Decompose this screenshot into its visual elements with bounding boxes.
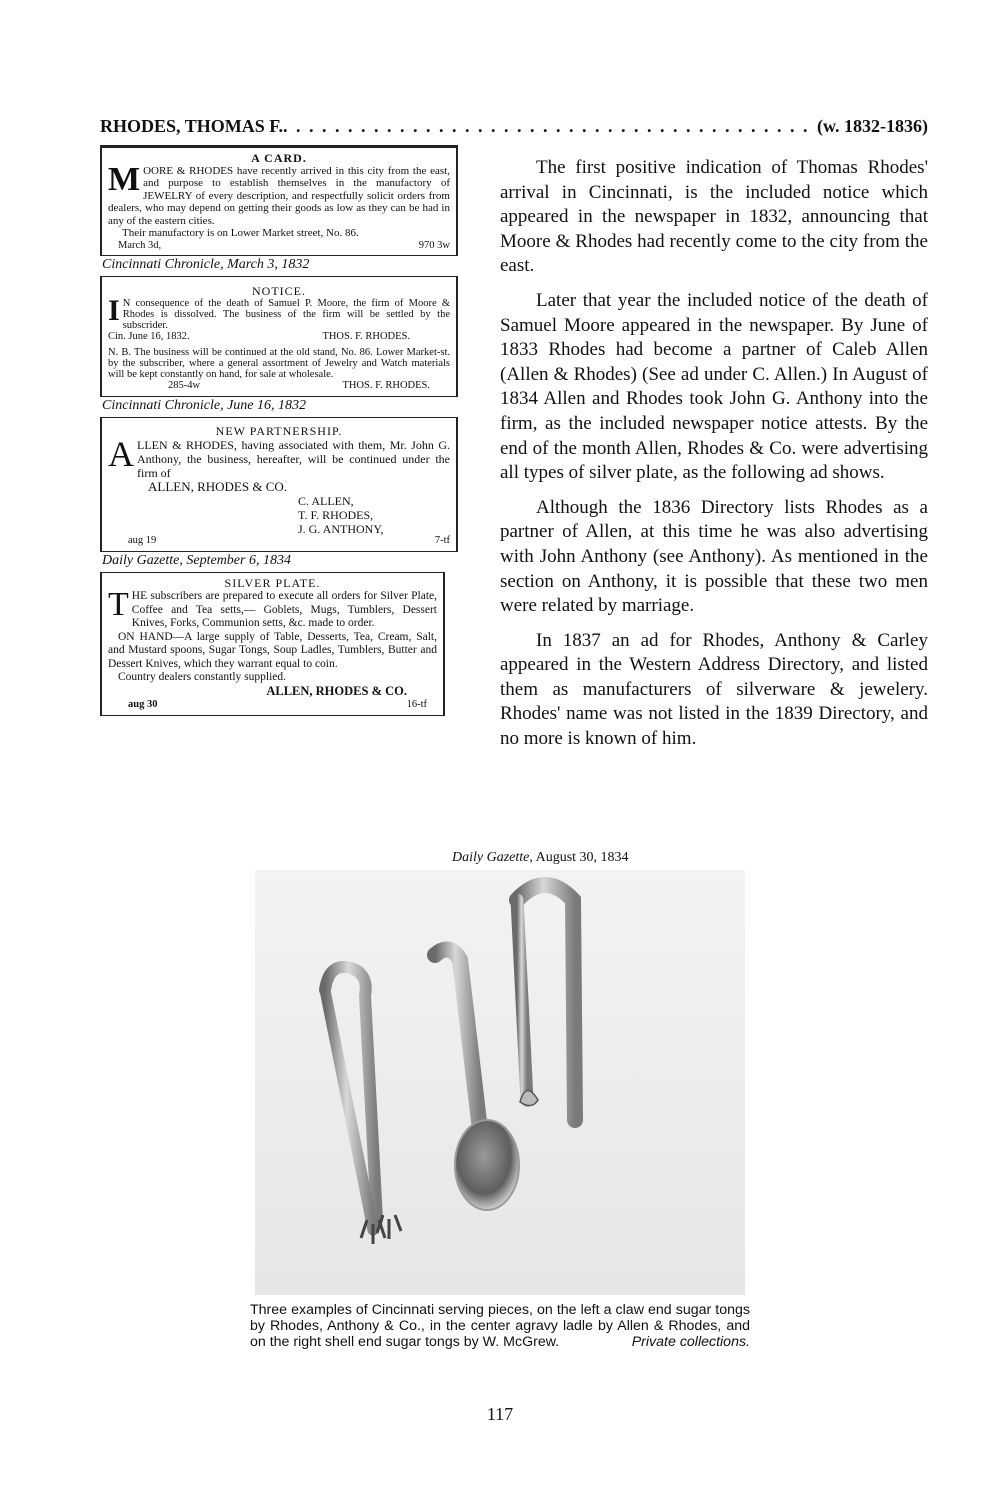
ad-body-text: N consequence of the death of Samuel P. Moore, the firm of Moore & Rhodes is dissolved. The business of the firm will be settled by the subscrider. <box>122 297 450 331</box>
header-name: RHODES, THOMAS F. <box>100 116 284 136</box>
header-leader-dots <box>283 116 817 137</box>
page-number: 117 <box>486 1404 514 1424</box>
newspaper-ads-column <box>100 145 458 716</box>
ad-code: 7-tf <box>434 534 450 546</box>
ad-signers <box>108 494 450 536</box>
source-paper: Cincinnati Chronicle, <box>102 397 224 413</box>
ad-body <box>108 433 450 480</box>
ad-silver-plate <box>100 572 445 716</box>
photo-background <box>255 870 745 1295</box>
ad-title: NOTICE. <box>252 284 306 298</box>
ad-footer <box>108 698 437 712</box>
ad-notice <box>100 276 458 397</box>
ad-footer <box>108 534 450 548</box>
ad-dropcap: A <box>108 433 134 474</box>
ad-body-2: Their manufactory is on Lower Market street, No. 86. <box>122 227 359 239</box>
ad-body-text: HE subscribers are prepared to execute all orders for Silver Plate, Coffee and Tea setts,— Goblets, Mugs, Tumblers, Dessert Knives, Forks, Communion setts, &c. made to order. <box>131 590 437 629</box>
caption-credit: Private collections. <box>631 1334 750 1350</box>
header-dates: (w. 1832-1836) <box>817 116 928 136</box>
silver-serving-pieces-photo <box>255 870 745 1295</box>
signer: C. ALLEN, <box>298 493 354 508</box>
ad-body <box>108 586 437 631</box>
ad-footer <box>108 240 450 253</box>
ad-dropcap: T <box>108 586 129 623</box>
ad-date: Cin. June 16, 1832. <box>108 330 190 342</box>
ad-date: aug 19 <box>128 534 157 546</box>
ad-signature: THOS. F. RHODES. <box>322 330 410 342</box>
ad-title: SILVER PLATE. <box>224 575 321 590</box>
ad-body-2: ON HAND—A large supply of Table, Desserts, Tea, Cream, Salt, and Mustard spoons, Sugar Tongs, Soup Ladles, Tumblers, Butter and Dessert Knives, which they warrant equal to coin. <box>108 630 437 670</box>
ad-title: NEW PARTNERSHIP. <box>215 423 343 438</box>
ad-source-caption-side <box>452 850 629 866</box>
main-text-column <box>500 156 928 762</box>
figure-caption-text <box>250 1302 750 1350</box>
source-paper: Daily Gazette, <box>102 552 183 568</box>
source-paper: Daily Gazette, <box>452 850 533 865</box>
ad-dropcap: I <box>108 293 120 327</box>
ad-code: 16-tf <box>406 699 427 710</box>
ad-signature: THOS. F. RHODES. <box>342 380 430 391</box>
ad-body-3: Country dealers constantly supplied. <box>118 671 286 683</box>
ad-date: aug 30 <box>128 699 158 710</box>
caption-body: Three examples of Cincinnati serving pieces, on the left a claw end sugar tongs by Rhodes, Anthony & Co., in the center agravy ladle by Allen & Rhodes, and on the right shell end sugar tongs by W. McGrew. <box>250 1302 750 1350</box>
ad-code: 970 3w <box>418 239 450 251</box>
ad-firm-name: ALLEN, RHODES & CO. <box>266 683 407 698</box>
page-header <box>100 116 928 137</box>
ad-body <box>108 160 450 228</box>
ad-footer <box>108 331 450 344</box>
source-paper: Cincinnati Chronicle, <box>102 257 224 272</box>
source-date: March 3, 1832 <box>223 257 310 272</box>
ad-footer-2 <box>108 380 450 393</box>
ad-date: March 3d, <box>118 239 162 251</box>
signer: J. G. ANTHONY, <box>298 521 384 536</box>
ad-body <box>108 293 450 331</box>
ad-source-caption <box>100 552 458 572</box>
paragraph-4: In 1837 an ad for Rhodes, Anthony & Carley appeared in the Western Address Directory, and listed them as manufacturers of silverware & jewelery. Rhodes' name was not listed in the 1839 Directory, and no more is known of him. <box>500 629 928 750</box>
paragraph-3: Although the 1836 Directory lists Rhodes as a partner of Allen, at this time he was also advertising with John Anthony (see Anthony). As mentioned in the section on Anthony, it is possible that these two men were related by marriage. <box>500 496 928 617</box>
ad-new-partnership <box>100 417 458 552</box>
source-date: August 30, 1834 <box>532 850 629 865</box>
ad-a-card <box>100 145 458 256</box>
ad-source-caption <box>100 256 458 276</box>
source-date: September 6, 1834 <box>182 552 291 568</box>
ad-nb: N. B. The business will be continued at the old stand, No. 86. Lower Market-st. by the subscriber, where a general assortment of Jewelry and Watch materials will be kept constantly on hand, for sale at wholesale. <box>108 347 450 380</box>
source-date: June 16, 1832 <box>223 397 307 413</box>
ad-source-caption <box>100 397 458 417</box>
ad-firm-name: ALLEN, RHODES & CO. <box>148 478 288 494</box>
ad-body-text: LLEN & RHODES, having associated with them, Mr. John G. Anthony, the business, hereafter, will be continued under the firm of <box>137 437 450 480</box>
ad-code: 285-4w <box>168 380 201 391</box>
ad-title: A CARD. <box>251 151 307 165</box>
ad-body-text: OORE & RHODES have recently arrived in this city from the east, and purpose to establish themselves in the manufactory of JEWELRY of every description, and respectfully solicit orders from dealers, who may depend on getting their goods as low as they can be had in any of the eastern cities. <box>108 164 450 227</box>
signer: T. F. RHODES, <box>298 507 374 522</box>
paragraph-1: The first positive indication of Thomas Rhodes' arrival in Cincinnati, is the included notice which appeared in the newspaper in 1832, announcing that Moore & Rhodes had recently come to the city from the east. <box>500 157 928 277</box>
paragraph-2: Later that year the included notice of the death of Samuel Moore appeared in the newspaper. By June of 1833 Rhodes had become a partner of Caleb Allen (Allen & Rhodes) (See ad under C. Allen.) In August of 1834 Allen and Rhodes took John G. Anthony into the firm, as the included newspaper notice attests. By the end of the month Allen, Rhodes & Co. were advertising all types of silver plate, as the following ad shows. <box>500 289 928 484</box>
ad-dropcap: M <box>108 160 141 198</box>
figure-caption <box>250 1302 750 1350</box>
